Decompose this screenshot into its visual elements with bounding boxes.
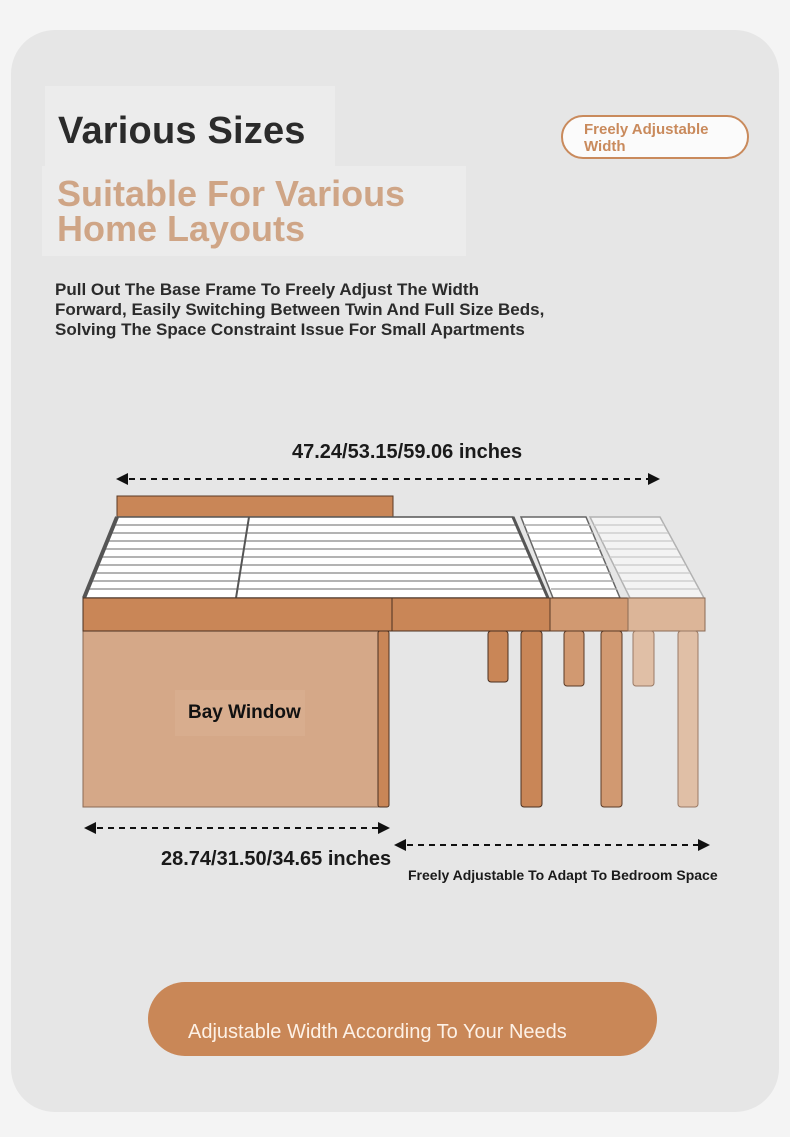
front-rail-ext-1 xyxy=(550,598,628,631)
width-dimension-label: 47.24/53.15/59.06 inches xyxy=(292,441,523,463)
front-rail-main xyxy=(83,598,392,631)
bay-window-label: Bay Window xyxy=(188,702,301,723)
adjustable-width-button[interactable]: Adjustable Width According To Your Needs xyxy=(148,982,657,1056)
headboard xyxy=(117,496,393,517)
page-subtitle: Suitable For Various Home Layouts xyxy=(57,173,406,249)
description-text: Pull Out The Base Frame To Freely Adjust The Width Forward, Easily Switching Between Twin And Full Size Beds, Solving The Space Constraint Issue For Small Apartments xyxy=(55,280,545,339)
front-rail-ext-2 xyxy=(628,598,705,631)
slat-deck xyxy=(84,517,548,598)
bed-legs xyxy=(378,631,698,807)
front-rail-mid xyxy=(392,598,550,631)
adjust-note: Freely Adjustable To Adapt To Bedroom Space xyxy=(408,867,718,883)
feature-badge: Freely Adjustable Width xyxy=(561,115,749,159)
page-title: Various Sizes xyxy=(58,110,306,152)
depth-dimension-label: 28.74/31.50/34.65 inches xyxy=(161,848,392,870)
